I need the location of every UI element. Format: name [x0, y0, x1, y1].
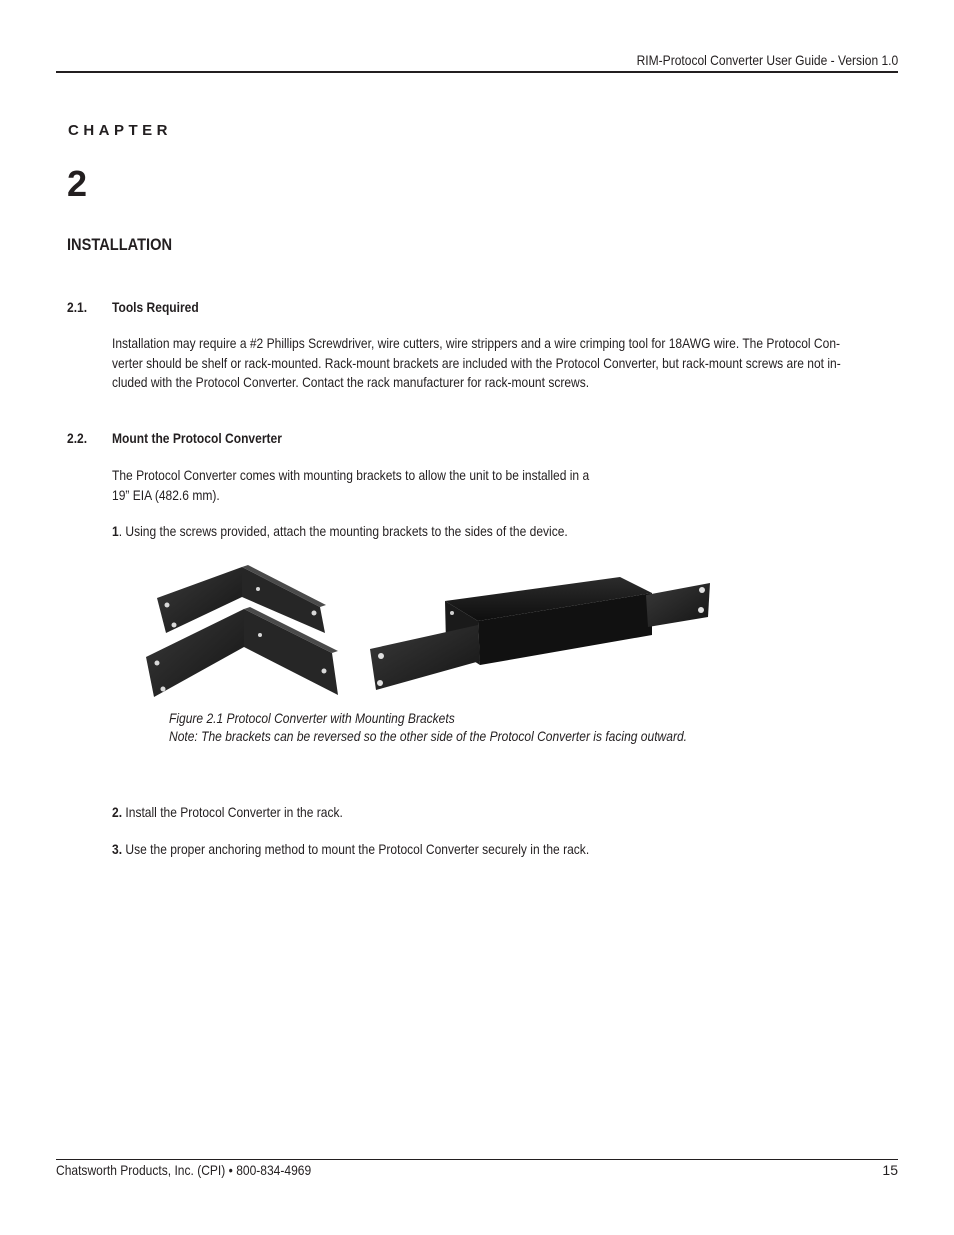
section-number: 2.1.: [67, 299, 88, 315]
chapter-title: INSTALLATION: [67, 235, 173, 254]
protocol-converter-device: [370, 577, 710, 690]
step-number: 3.: [112, 841, 123, 857]
running-header: [0, 52, 898, 68]
paragraph-line: The Protocol Converter comes with mounting brackets to allow the unit to be installed in a: [112, 467, 590, 483]
step-text: Use the proper anchoring method to mount the Protocol Converter securely in the rack.: [122, 841, 590, 857]
step-3: [112, 840, 589, 860]
paragraph-line: cluded with the Protocol Converter. Contact the rack manufacturer for rack-mount screws.: [112, 374, 590, 390]
chapter-number: 2: [67, 163, 88, 204]
section-title: Tools Required: [112, 299, 199, 315]
step-number: 2.: [112, 804, 123, 820]
header-rule: [56, 71, 898, 73]
paragraph-line: 19” EIA (482.6 mm).: [112, 486, 220, 503]
step-1: [112, 522, 568, 542]
chapter-label: CHAPTER: [68, 122, 173, 139]
paragraph-line: verter should be shelf or rack-mounted. Rack-mount brackets are included with the Protocol Converter, but rack-mount screws are not in-: [112, 354, 841, 371]
step-2: [112, 803, 343, 823]
footer-company: Chatsworth Products, Inc. (CPI) • 800-834-4969: [56, 1162, 312, 1178]
figure-note: Note: The brackets can be reversed so the other side of the Protocol Converter is facing outward.: [169, 728, 688, 744]
paragraph-line: Installation may require a #2 Phillips Screwdriver, wire cutters, wire strippers and a wire crimping tool for 18AWG wire. The Protocol Con-: [112, 335, 841, 351]
step-text: . Using the screws provided, attach the mounting brackets to the sides of the device.: [118, 523, 568, 539]
figure-caption: Figure 2.1 Protocol Converter with Mounting Brackets: [169, 710, 455, 726]
tools-paragraph: [112, 334, 841, 393]
section-title: Mount the Protocol Converter: [112, 430, 282, 446]
section-number: 2.2.: [67, 430, 88, 446]
step-text: Install the Protocol Converter in the rack.: [122, 804, 343, 820]
footer-rule: [56, 1159, 898, 1160]
page-number: 15: [882, 1162, 898, 1178]
mount-intro-paragraph: [112, 466, 589, 505]
step-number: 1: [112, 523, 119, 539]
protocol-converter-figure: [140, 555, 720, 705]
running-header-text: RIM-Protocol Converter User Guide - Version 1.0: [636, 52, 898, 68]
